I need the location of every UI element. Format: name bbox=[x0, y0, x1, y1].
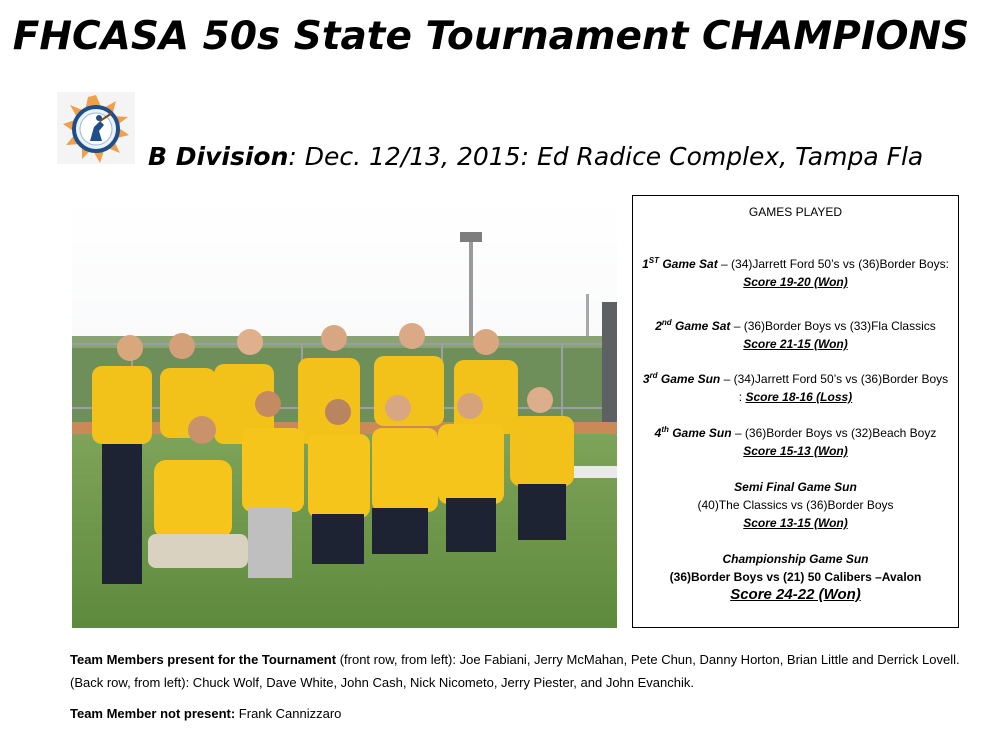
game-3-label: 3rd Game Sun bbox=[642, 371, 721, 386]
semi-final-matchup: (40)The Classics vs (36)Border Boys bbox=[697, 498, 894, 512]
games-played-heading: GAMES PLAYED bbox=[748, 205, 843, 219]
game-4-label: 4th Game Sun bbox=[654, 425, 732, 440]
game-3-score: Score 18-16 (Loss) bbox=[745, 390, 853, 404]
game-4 bbox=[641, 424, 950, 460]
game-2-matchup: – (36)Border Boys vs (33)Fla Classics bbox=[730, 319, 936, 333]
championship-score: Score 24-22 (Won) bbox=[730, 586, 861, 603]
event-details: : Dec. 12/13, 2015: Ed Radice Complex, Tampa Fla bbox=[288, 142, 924, 171]
not-present-label: Team Member not present: bbox=[70, 706, 236, 721]
game-1 bbox=[641, 255, 950, 291]
game-2-score: Score 21-15 (Won) bbox=[743, 337, 848, 351]
team-members-list: (front row, from left): Joe Fabiani, Jerry McMahan, Pete Chun, Danny Horton, Brian Little and Derrick Lovell. (Back row, from left): Chuck Wolf, Dave White, John Cash, Nick Nicometo, Jerry Piester, and John Evanchik. bbox=[70, 652, 960, 690]
championship-game bbox=[641, 550, 950, 604]
division-subtitle bbox=[148, 142, 923, 171]
semi-final-game bbox=[641, 478, 950, 532]
semi-final-score: Score 13-15 (Won) bbox=[743, 516, 848, 530]
team-members-present bbox=[70, 648, 975, 694]
game-2-label: 2nd Game Sat bbox=[655, 318, 731, 333]
championship-heading: Championship Game Sun bbox=[722, 552, 869, 566]
championship-matchup: (36)Border Boys vs (21) 50 Calibers –Avalon bbox=[669, 570, 922, 584]
team-member-not-present bbox=[70, 706, 341, 721]
division-name: B Division bbox=[148, 142, 289, 171]
not-present-name: Frank Cannizzaro bbox=[235, 706, 342, 721]
page-title: FHCASA 50s State Tournament CHAMPIONS bbox=[12, 14, 970, 59]
softball-association-logo-icon bbox=[57, 92, 135, 164]
game-1-matchup: – (34)Jarrett Ford 50’s vs (36)Border Boys: bbox=[717, 257, 949, 271]
game-1-score: Score 19-20 (Won) bbox=[743, 275, 848, 289]
game-4-matchup: – (36)Border Boys vs (32)Beach Boyz bbox=[731, 426, 937, 440]
game-3 bbox=[641, 370, 950, 406]
game-4-score: Score 15-13 (Won) bbox=[743, 444, 848, 458]
team-photo bbox=[72, 196, 617, 628]
game-1-label: 1ST Game Sat bbox=[642, 256, 718, 271]
team-members-label: Team Members present for the Tournament bbox=[70, 652, 337, 667]
game-2 bbox=[641, 317, 950, 353]
games-played-box bbox=[632, 195, 959, 628]
game-3-matchup: – (34)Jarrett Ford 50’s vs (36)Border Boys : bbox=[720, 372, 949, 404]
semi-final-heading: Semi Final Game Sun bbox=[734, 480, 857, 494]
